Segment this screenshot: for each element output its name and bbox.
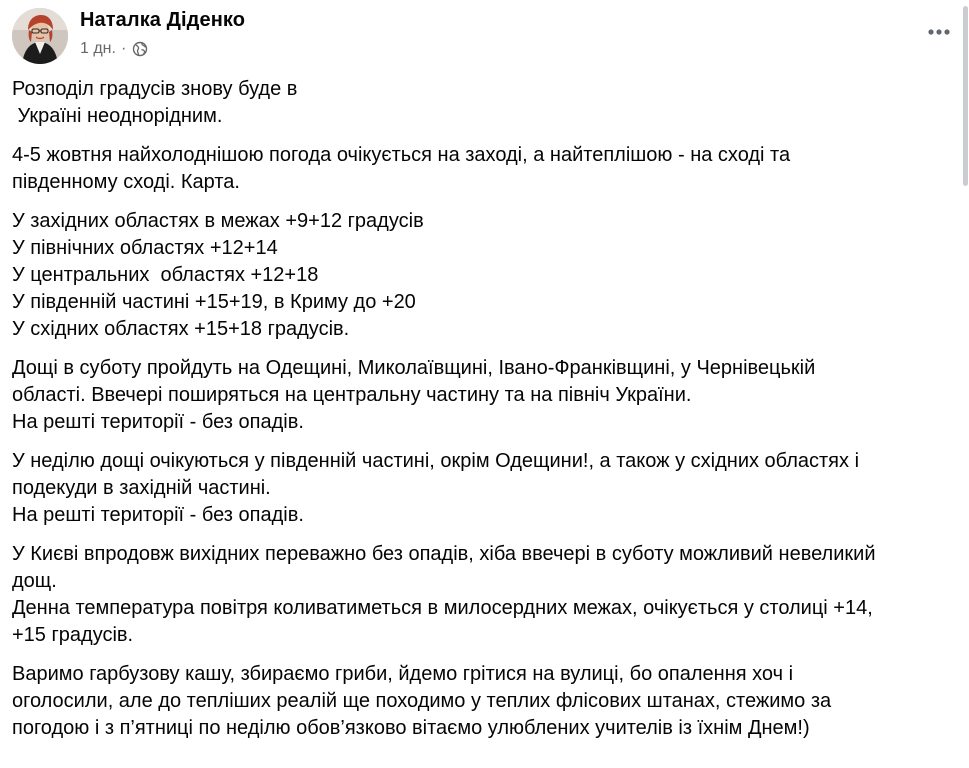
post-text-line: області. Ввечері поширяться на центральну частину та на північ України. — [12, 384, 692, 406]
post-text-line: У Києві впродовж вихідних переважно без опадів, хіба ввечері в суботу можливий невеликий — [12, 543, 876, 565]
post-text-line: +15 градусів. — [12, 624, 134, 646]
globe-icon[interactable] — [132, 41, 148, 57]
post-paragraph — [12, 355, 962, 436]
post-text-line: Денна температура повітря коливатиметься в милосердних межах, очікується у столиці +14, — [12, 597, 873, 619]
post-text-line: У східних областях +15+18 градусів. — [12, 318, 350, 340]
post-text-line: На решті території - без опадів. — [12, 411, 304, 433]
post-text-line: Дощі в суботу пройдуть на Одещині, Миколаївщині, Івано-Франківщині, у Чернівецькій — [12, 357, 816, 379]
post-paragraph — [12, 76, 962, 130]
post-text-line: Україні неоднорідним. — [12, 105, 223, 127]
post-paragraph — [12, 661, 962, 742]
post-text-line: Варимо гарбузову кашу, збираємо гриби, йдемо грітися на вулиці, бо опалення хоч і — [12, 663, 794, 685]
scrollbar[interactable] — [961, 0, 969, 768]
post-text-line: У південній частині +15+19, в Криму до +20 — [12, 291, 416, 313]
post-text-line: оголосили, але до тепліших реалій ще походимо у теплих флісових штанах, стежимо за — [12, 690, 832, 712]
post-text-line: 4-5 жовтня найхолоднішою погода очікується на заході, а найтеплішою - на сході та — [12, 144, 791, 166]
post-header — [0, 0, 969, 70]
post-text-line: Розподіл градусів знову буде в — [12, 78, 298, 100]
post-text-line: подекуди в західній частині. — [12, 477, 271, 499]
post-text-line: південному сході. Карта. — [12, 171, 240, 193]
post-paragraph — [12, 208, 962, 343]
post-text-line: У західних областях в межах +9+12 градусів — [12, 210, 424, 232]
post-paragraph — [12, 541, 962, 649]
post-text-line: У неділю дощі очікуються у південній частині, окрім Одещини!, а також у східних областях і — [12, 450, 860, 472]
avatar-photo — [12, 8, 68, 64]
post-text-line: погодою і з п’ятниці по неділю обов’язково вітаємо улюблених учителів із їхнім Днем!) — [12, 717, 810, 739]
meta-separator: · — [120, 40, 127, 57]
avatar[interactable] — [12, 8, 68, 64]
post-text-line: У північних областях +12+14 — [12, 237, 278, 259]
post-text-line: дощ. — [12, 570, 57, 592]
post-text-line: На решті території - без опадів. — [12, 504, 304, 526]
scrollbar-thumb[interactable] — [963, 6, 968, 186]
post-paragraph — [12, 448, 962, 529]
author-name[interactable]: Наталка Діденко — [80, 9, 246, 31]
post-text-line: У центральних областях +12+18 — [12, 264, 319, 286]
more-horizontal-icon — [927, 23, 951, 41]
post-paragraph — [12, 142, 962, 196]
post-text — [12, 76, 962, 754]
more-options-button[interactable] — [921, 18, 957, 46]
post-time[interactable]: 1 дн. — [80, 40, 116, 57]
post-meta — [80, 38, 148, 60]
